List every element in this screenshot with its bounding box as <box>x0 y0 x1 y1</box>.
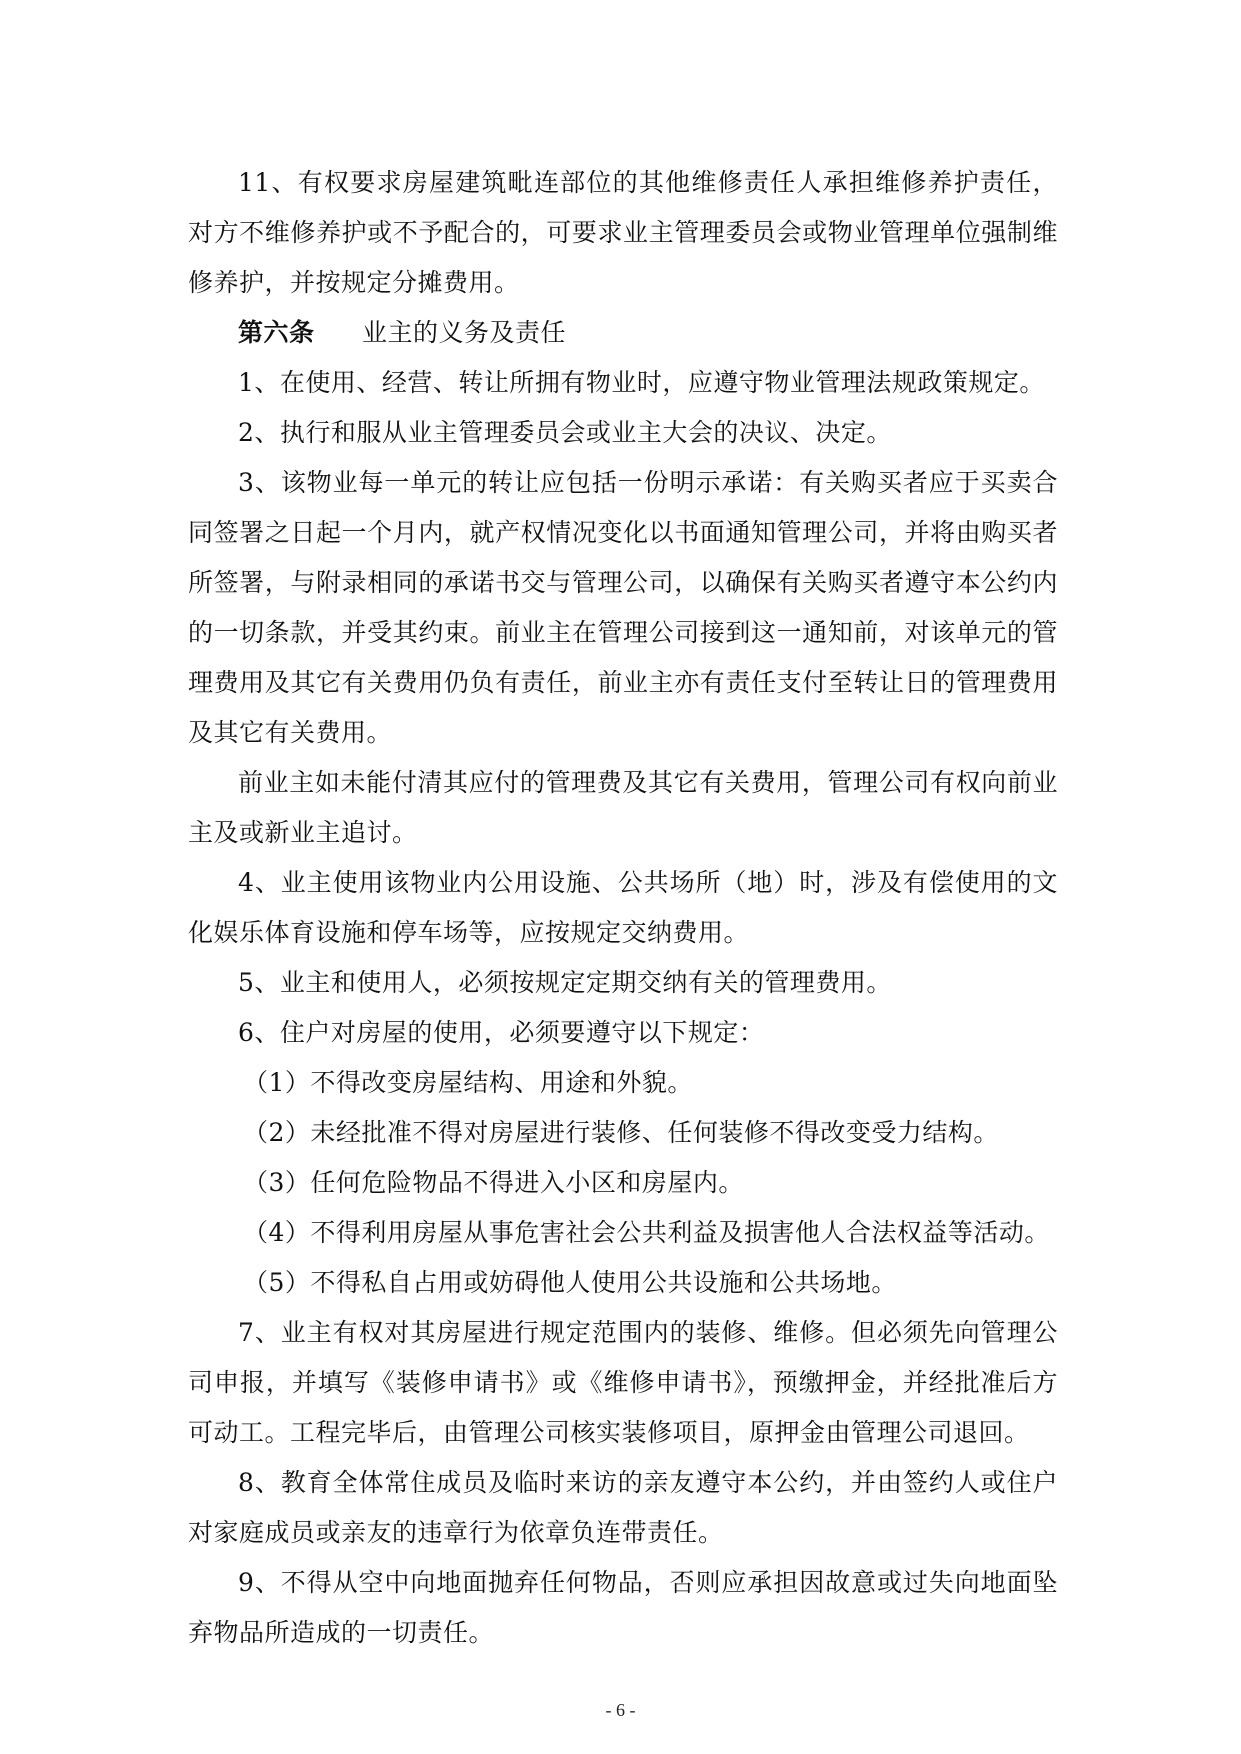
paragraph-7: 7、业主有权对其房屋进行规定范围内的装修、维修。但必须先向管理公司申报，并填写《装修申请书》或《维修申请书》，预缴押金，并经批准后方可动工。工程完毕后，由管理公司核实装修项目，原押金由管理公司退回。 <box>188 1318 1058 1447</box>
list-item-2: （2）未经批准不得对房屋进行装修、任何装修不得改变受力结构。 <box>243 1118 999 1147</box>
paragraph-11: 11、有权要求房屋建筑毗连部位的其他维修责任人承担维修养护责任，对方不维修养护或不予配合的，可要求业主管理委员会或物业管理单位强制维修养护，并按规定分摊费用。 <box>188 168 1058 297</box>
paragraph-3: 3、该物业每一单元的转让应包括一份明示承诺：有关购买者应于买卖合同签署之日起一个月内，就产权情况变化以书面通知管理公司，并将由购买者所签署，与附录相同的承诺书交与管理公司，以确保有关购买者遵守本公约内的一切条款，并受其约束。前业主在管理公司接到这一通知前，对该单元的管理费用及其它有关费用仍负有责任，前业主亦有责任支付至转让日的管理费用及其它有关费用。 <box>188 468 1058 747</box>
article-number: 第六条 <box>238 318 315 347</box>
paragraph-5: 5、业主和使用人，必须按规定定期交纳有关的管理费用。 <box>238 968 892 997</box>
paragraph-9: 9、不得从空中向地面抛弃任何物品，否则应承担因故意或过失向地面坠弃物品所造成的一切责任。 <box>188 1568 1058 1647</box>
article-title: 业主的义务及责任 <box>362 318 567 347</box>
paragraph-4: 4、业主使用该物业内公用设施、公共场所（地）时，涉及有偿使用的文化娱乐体育设施和停车场等，应按规定交纳费用。 <box>188 868 1058 947</box>
list-item-4: （4）不得利用房屋从事危害社会公共利益及损害他人合法权益等活动。 <box>243 1218 1050 1247</box>
paragraph-2: 2、执行和服从业主管理委员会或业主大会的决议、决定。 <box>238 418 892 447</box>
paragraph-6: 6、住户对房屋的使用，必须要遵守以下规定： <box>238 1018 765 1047</box>
paragraph-3-continued: 前业主如未能付清其应付的管理费及其它有关费用，管理公司有权向前业主及或新业主追讨。 <box>188 768 1058 847</box>
list-item-3: （3）任何危险物品不得进入小区和房屋内。 <box>243 1168 744 1197</box>
list-item-5: （5）不得私自占用或妨碍他人使用公共设施和公共场地。 <box>243 1268 897 1297</box>
paragraph-8: 8、教育全体常住成员及临时来访的亲友遵守本公约，并由签约人或住户对家庭成员或亲友的违章行为依章负连带责任。 <box>188 1468 1058 1547</box>
article-heading <box>188 308 1058 358</box>
document-body <box>188 158 1058 1658</box>
list-item-1: （1）不得改变房屋结构、用途和外貌。 <box>243 1068 693 1097</box>
paragraph-1: 1、在使用、经营、转让所拥有物业时，应遵守物业管理法规政策规定。 <box>238 368 1045 397</box>
page-number: - 6 - <box>605 1700 636 1720</box>
